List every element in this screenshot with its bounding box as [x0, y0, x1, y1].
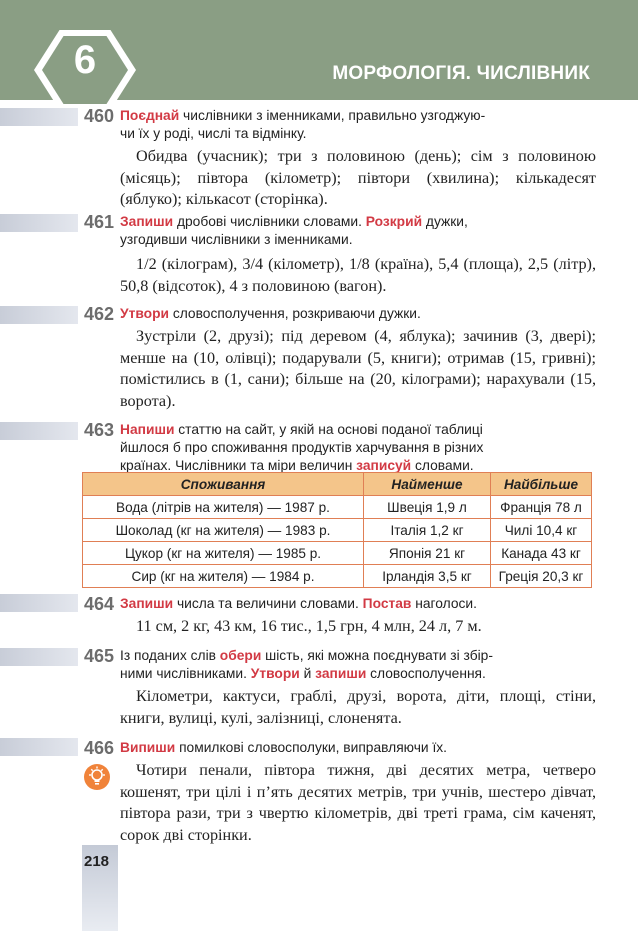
- table-row: [83, 496, 592, 519]
- task-verb: запиши: [315, 666, 367, 681]
- task-verb: Випиши: [120, 740, 176, 755]
- exercise-task: Випиши помилкові словосполуки, виправляючи їх.: [120, 740, 448, 755]
- exercise-464: [84, 594, 596, 640]
- exercise-text: Кілометри, кактуси, граблі, друзі, ворота, діти, площі, стіни, книги, вулиці, кулі, залізниці, слоненята.: [120, 687, 596, 727]
- table-header-row: [83, 473, 592, 496]
- margin-stripe: [0, 648, 78, 666]
- chapter-number: 6: [73, 38, 97, 82]
- exercise-number: 464: [84, 594, 115, 614]
- table-row: [83, 519, 592, 542]
- column-header: Споживання: [83, 473, 364, 496]
- table-cell: Швеція 1,9 л: [364, 496, 491, 519]
- exercise-task: Напиши статтю на сайт, у якій на основі поданої таблиці йшлося б про споживання продуктів харчування в різних країнах. Числівники та міри величин записуй словами.: [120, 422, 484, 473]
- table-cell: Вода (літрів на жителя) — 1987 р.: [83, 496, 364, 519]
- exercise-number: 462: [84, 304, 115, 324]
- exercise-465: [84, 646, 596, 732]
- left-margin-band: [0, 100, 78, 931]
- table-cell: Сир (кг на жителя) — 1984 р.: [83, 565, 364, 588]
- exercise-number: 461: [84, 212, 115, 232]
- table-cell: Цукор (кг на жителя) — 1985 р.: [83, 542, 364, 565]
- task-verb: Утвори: [250, 666, 300, 681]
- exercise-number: 463: [84, 420, 115, 440]
- task-verb: записуй: [356, 458, 412, 473]
- table-cell: Греція 20,3 кг: [491, 565, 592, 588]
- task-verb: Напиши: [120, 422, 175, 437]
- page-number: 218: [84, 853, 110, 870]
- exercise-task: Запиши дробові числівники словами. Розкрий дужки, узгодивши числівники з іменниками.: [120, 214, 468, 247]
- margin-stripe: [0, 214, 78, 232]
- exercise-task: Утвори словосполучення, розкриваючи дужки.: [120, 306, 421, 321]
- margin-stripe: [0, 422, 78, 440]
- lightbulb-icon: [84, 764, 110, 790]
- table-cell: Шоколад (кг на жителя) — 1983 р.: [83, 519, 364, 542]
- margin-stripe: [0, 738, 78, 756]
- task-verb: Розкрий: [365, 214, 423, 229]
- margin-stripe: [0, 594, 78, 612]
- exercise-text: Зустріли (2, друзі); під деревом (4, яблука); зачинив (3, двері); менше на (10, олівці); подарували (5, книги); отримав (15, гривні); помістились в (1, сани); більше на (20, кілограми); нарахували (15, ворота).: [120, 327, 596, 410]
- chapter-title: МОРФОЛОГІЯ. ЧИСЛІВНИК: [332, 63, 590, 84]
- table-row: [83, 542, 592, 565]
- table-cell: Японія 21 кг: [364, 542, 491, 565]
- exercise-text: 1/2 (кілограм), 3/4 (кілометр), 1/8 (країна), 5,4 (площа), 2,5 (літр), 50,8 (відсоток), 4 з половиною (вагон).: [120, 255, 596, 295]
- margin-stripe: [0, 306, 78, 324]
- task-verb: обери: [219, 648, 262, 663]
- exercise-text: Обидва (учасник); три з половиною (день); сім з половиною (місяць); півтора (кілометр); півтори (хвилина); кількадесят (яблуко); кількасот (сторінка).: [120, 147, 596, 209]
- task-verb: Запиши: [120, 214, 174, 229]
- column-header: Найменше: [364, 473, 491, 496]
- table-cell: Чилі 10,4 кг: [491, 519, 592, 542]
- task-verb: Утвори: [120, 306, 169, 321]
- exercise-466: [84, 738, 596, 848]
- consumption-table: [82, 472, 592, 588]
- exercise-text: Чотири пенали, півтора тижня, дві десятих метра, четверо кошенят, три цілі і п’ять десятих метрів, три учнів, шестеро дівчат, півтора рази, три з чвертю кілометрів, дві треті грама, сім каченят, сорок дві сторінки.: [120, 761, 596, 844]
- table-cell: Канада 43 кг: [491, 542, 592, 565]
- table-cell: Італія 1,2 кг: [364, 519, 491, 542]
- exercise-text: 11 см, 2 кг, 43 км, 16 тис., 1,5 грн, 4 млн, 24 л, 7 м.: [136, 617, 482, 635]
- exercise-number: 466: [84, 738, 115, 758]
- exercise-task: Із поданих слів обери шість, які можна поєднувати зі збір- ними числівниками. Утвори й запиши словосполучення.: [120, 648, 493, 681]
- exercise-460: [84, 106, 596, 210]
- exercise-462: [84, 304, 596, 416]
- exercise-task: Запиши числа та величини словами. Постав наголоси.: [120, 596, 477, 611]
- exercise-task: Поєднай числівники з іменниками, правильно узгоджую- чи їх у роді, числі та відмінку.: [120, 108, 486, 141]
- table-row: [83, 565, 592, 588]
- exercise-number: 460: [84, 106, 115, 126]
- exercise-463: [84, 420, 596, 474]
- task-verb: Поєднай: [120, 108, 180, 123]
- table-cell: Франція 78 л: [491, 496, 592, 519]
- task-verb: Постав: [362, 596, 412, 611]
- task-verb: Запиши: [120, 596, 174, 611]
- margin-stripe: [0, 108, 78, 126]
- exercise-number: 465: [84, 646, 115, 666]
- table-cell: Ірландія 3,5 кг: [364, 565, 491, 588]
- exercise-461: [84, 212, 596, 302]
- column-header: Найбільше: [491, 473, 592, 496]
